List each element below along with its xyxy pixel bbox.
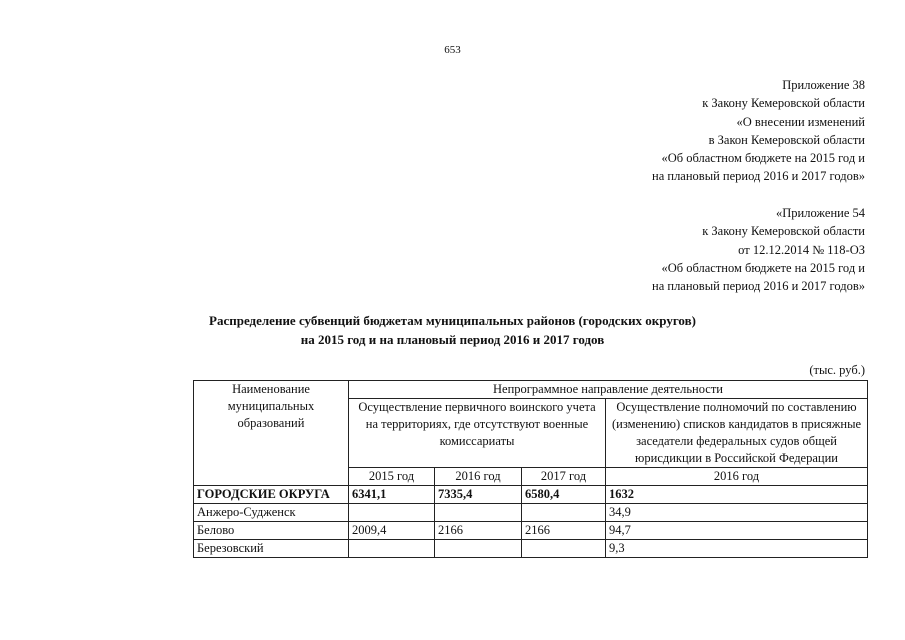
annex-block-54 xyxy=(652,204,865,295)
cell-2015 xyxy=(349,504,435,522)
annex-line: Приложение 38 xyxy=(782,78,865,92)
cell-2016 xyxy=(435,540,522,558)
table-row xyxy=(194,522,868,540)
annex-line: «О внесении изменений xyxy=(736,114,865,129)
header-military-registration: Осуществление первичного воинского учета на территориях, где отсутствуют военные комиссариаты xyxy=(349,399,606,468)
year-header: 2015 год xyxy=(349,468,435,486)
row-name: ГОРОДСКИЕ ОКРУГА xyxy=(194,486,349,504)
year-header: 2017 год xyxy=(522,468,606,486)
table-row xyxy=(194,540,868,558)
annex-line: к Закону Кемеровской области xyxy=(702,96,865,111)
page-number: 653 xyxy=(444,44,461,56)
annex-block-38 xyxy=(652,76,865,186)
cell-2016: 2166 xyxy=(435,522,522,540)
cell-2017 xyxy=(522,540,606,558)
subsidy-table xyxy=(193,380,868,558)
header-jury-lists: Осуществление полномочий по составлению (изменению) списков кандидатов в присяжные заседатели федеральных судов общей юрисдикции в Российской Федерации xyxy=(606,399,868,468)
annex-line: «Приложение 54 xyxy=(776,206,865,220)
table-row xyxy=(194,504,868,522)
cell-jury-2016: 1632 xyxy=(606,486,868,504)
row-name: Березовский xyxy=(194,540,349,558)
table-header-row xyxy=(194,381,868,399)
cell-2016 xyxy=(435,504,522,522)
cell-2017: 6580,4 xyxy=(522,486,606,504)
row-name: Белово xyxy=(194,522,349,540)
cell-2015: 6341,1 xyxy=(349,486,435,504)
table-row xyxy=(194,486,868,504)
annex-line: на плановый период 2016 и 2017 годов» xyxy=(652,169,865,184)
header-name-column: Наименование муниципальных образований xyxy=(194,381,349,486)
cell-2015 xyxy=(349,540,435,558)
cell-jury-2016: 34,9 xyxy=(606,504,868,522)
cell-2017: 2166 xyxy=(522,522,606,540)
cell-2017 xyxy=(522,504,606,522)
annex-line: на плановый период 2016 и 2017 годов» xyxy=(652,279,865,294)
annex-line: к Закону Кемеровской области xyxy=(702,224,865,239)
header-group: Непрограммное направление деятельности xyxy=(349,381,868,399)
row-name: Анжеро-Судженск xyxy=(194,504,349,522)
year-header: 2016 год xyxy=(606,468,868,486)
cell-jury-2016: 94,7 xyxy=(606,522,868,540)
cell-2016: 7335,4 xyxy=(435,486,522,504)
year-header: 2016 год xyxy=(435,468,522,486)
annex-line: от 12.12.2014 № 118-ОЗ xyxy=(738,242,865,257)
annex-line: в Закон Кемеровской области xyxy=(708,132,865,147)
title-line-1: Распределение субвенций бюджетам муниципальных районов (городских округов) xyxy=(209,313,696,328)
title-line-2: на 2015 год и на плановый период 2016 и 2017 годов xyxy=(300,332,605,347)
document-title xyxy=(0,311,905,349)
annex-line: «Об областном бюджете на 2015 год и xyxy=(661,260,865,275)
cell-jury-2016: 9,3 xyxy=(606,540,868,558)
annex-line: «Об областном бюджете на 2015 год и xyxy=(661,151,865,166)
unit-note: (тыс. руб.) xyxy=(809,363,865,377)
cell-2015: 2009,4 xyxy=(349,522,435,540)
